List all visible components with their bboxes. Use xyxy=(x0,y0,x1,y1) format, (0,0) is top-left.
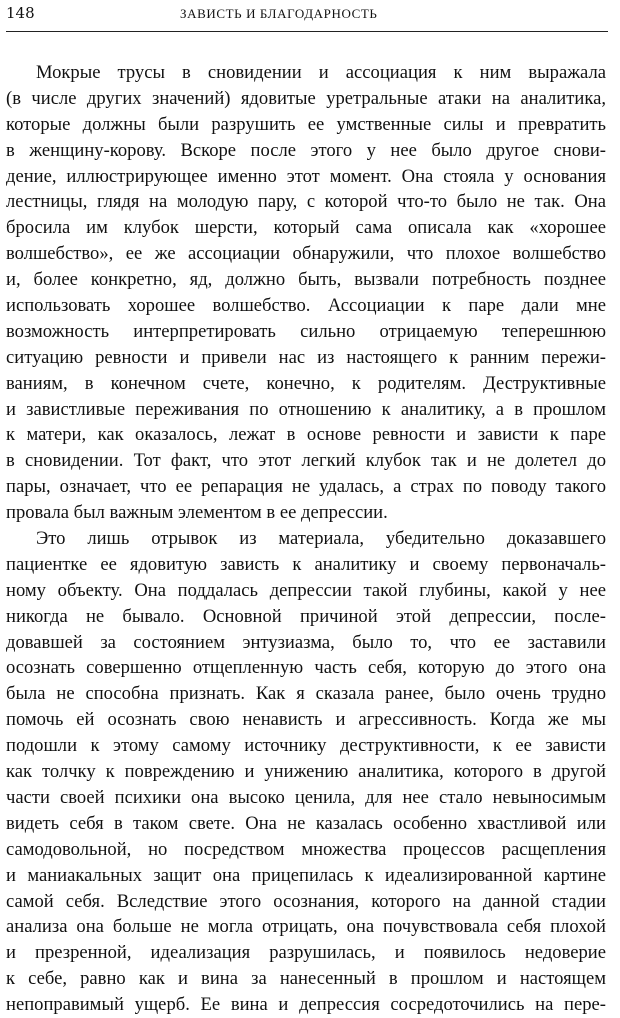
text-line: в сновидении. Тот факт, что этот легкий клубок так и не долетел до xyxy=(6,450,606,472)
text-line: самодовольной, но посредством множества процессов расщепления xyxy=(6,838,606,860)
text-line: бросила им клубок шерсти, который сама описала как «хорошее xyxy=(6,217,606,239)
text-line: видеть себя в таком свете. Она не казалась особенно хвастливой или xyxy=(6,812,606,834)
page-header xyxy=(6,4,608,30)
text-line: ситуацию ревности и привели нас из настоящего к ранним пережи- xyxy=(6,346,606,368)
text-line: ваниям, в конечном счете, конечно, к родителям. Деструктивные xyxy=(6,372,606,394)
text-line: непоправимый ущерб. Ее вина и депрессия сосредоточились на пере- xyxy=(6,994,606,1016)
text-line: ному объекту. Она поддалась депрессии такой глубины, какой у нее xyxy=(6,579,606,601)
text-line: волшебство», ее же ассоциации обнаружили, что плохое волшебство xyxy=(6,243,606,265)
text-line: использовать хорошее волшебство. Ассоциации к паре дали мне xyxy=(6,295,606,317)
text-line: и завистливые переживания по отношению к аналитику, а в прошлом xyxy=(6,398,606,420)
text-line: осознать совершенно отщепленную часть себя, которую до этого она xyxy=(6,657,606,679)
page-number: 148 xyxy=(6,4,35,22)
text-line: Мокрые трусы в сновидении и ассоциация к ним выражала xyxy=(36,62,606,83)
text-line: и маниакальных защит она прицепилась к идеализированной картине xyxy=(6,864,606,886)
text-line: возможность интерпретировать сильно отрицаемую теперешнюю xyxy=(6,320,606,342)
text-line: пары, означает, что ее репарация не удалась, а страх по поводу такого xyxy=(6,476,606,498)
text-line: анализа она больше не могла отрицать, она почувствовала себя плохой xyxy=(6,916,606,938)
header-rule xyxy=(6,31,608,32)
text-line: довавшей за состоянием энтузиазма, было то, что ее заставили xyxy=(6,631,606,653)
text-line: к матери, как оказалось, лежат в основе ревности и зависти к паре xyxy=(6,424,606,446)
text-line: пациентке ее ядовитую зависть к аналитику и своему первоначаль- xyxy=(6,553,606,575)
body-text xyxy=(6,60,606,1018)
text-line: в женщину-корову. Вскоре после этого у нее было другое снови- xyxy=(6,139,606,161)
text-line: части своей психики она высоко ценила, для нее стало невыносимым xyxy=(6,786,606,808)
text-line: Это лишь отрывок из материала, убедительно доказавшего xyxy=(36,528,606,550)
running-title: ЗАВИСТЬ И БЛАГОДАРНОСТЬ xyxy=(180,6,378,21)
text-line: была не способна признать. Как я сказала ранее, было очень трудно xyxy=(6,683,606,705)
text-line: и презренной, идеализация разрушилась, и появилось недоверие xyxy=(6,942,606,964)
text-line: помочь ей осознать свою ненависть и агрессивность. Когда же мы xyxy=(6,709,606,731)
text-line: и, более конкретно, яд, должно быть, вызвали потребность позднее xyxy=(6,269,606,291)
text-line: как толчку к повреждению и унижению аналитика, которого в другой xyxy=(6,761,606,783)
text-line: провала был важным элементом в ее депрессии. xyxy=(6,502,388,524)
text-line: дение, иллюстрирующее именно этот момент. Она стояла у основания xyxy=(6,165,606,187)
text-line: подошли к этому самому источнику деструктивности, к ее зависти xyxy=(6,735,606,757)
text-line: лестницы, глядя на молодую пару, с которой что-то было не так. Она xyxy=(6,191,606,213)
text-line: которые должны были разрушить ее умственные силы и превратить xyxy=(6,113,606,135)
text-line: (в числе других значений) ядовитые уретральные атаки на аналитика, xyxy=(6,87,606,109)
text-line: самой себя. Вследствие этого осознания, которого на данной стадии xyxy=(6,890,606,912)
text-line: к себе, равно как и вина за нанесенный в прошлом и настоящем xyxy=(6,968,606,990)
text-line: никогда не бывало. Основной причиной этой депрессии, после- xyxy=(6,605,606,627)
